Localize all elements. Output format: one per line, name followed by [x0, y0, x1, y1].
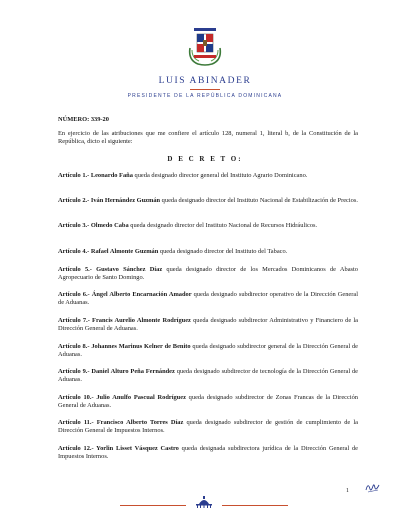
- article-text: queda designado director del Instituto Nacional de Estabilización de Precios.: [160, 197, 358, 204]
- footer-divider-left: [120, 505, 186, 506]
- article-text: queda designado subdirector de Zonas Francas de la Dirección General de Aduanas.: [58, 394, 358, 409]
- article-label: Artículo 11.- Francisco Alberto Torres Díaz: [58, 419, 184, 426]
- article-label: Artículo 6.- Ángel Alberto Encarnación Amador: [58, 291, 192, 298]
- article-3: [58, 222, 358, 230]
- article-label: Artículo 8.- Johannes Marinus Kelner de Benito: [58, 343, 191, 350]
- article-4: [58, 248, 358, 256]
- article-7: [58, 317, 358, 333]
- header-divider: [190, 89, 220, 90]
- article-10: [58, 394, 358, 410]
- article-9: [58, 368, 358, 384]
- header-name: LUIS ABINADER: [158, 76, 252, 86]
- coat-of-arms-icon: [186, 26, 224, 66]
- article-label: Artículo 5.- Gustavo Sánchez Díaz: [58, 266, 163, 273]
- article-text: queda designado subdirector operativo de la Dirección General de Aduanas.: [58, 291, 358, 306]
- article-12: [58, 445, 358, 461]
- article-text: queda designado subdirector Administrativo y Financiero de la Dirección General de Aduanas.: [58, 317, 358, 332]
- decree-number: NÚMERO: 339-20: [58, 116, 109, 123]
- signature-icon: [364, 480, 380, 494]
- article-11: [58, 419, 358, 435]
- article-label: Artículo 7.- Francis Aurelio Almonte Rodríguez: [58, 317, 191, 324]
- article-text: queda designado subdirector de tecnología de la Dirección General de Aduanas.: [58, 368, 358, 383]
- article-label: Artículo 4.- Rafael Almonte Guzmán: [58, 248, 159, 255]
- article-text: queda designado director general del Instituto Agrario Dominicano.: [132, 172, 308, 179]
- page-number: 1: [346, 488, 349, 494]
- article-2: [58, 197, 358, 205]
- article-5: [58, 266, 358, 282]
- article-1: [58, 172, 358, 180]
- article-label: Artículo 2.- Iván Hernández Guzmán: [58, 197, 161, 204]
- article-label: Artículo 10.- Julio Anulfo Pascual Rodríguez: [58, 394, 186, 401]
- intro-paragraph: En ejercicio de las atribuciones que me confiere el artículo 128, numeral 1, literal b, de la Constitución de la República, dicto el siguiente:: [58, 130, 358, 145]
- article-text: queda designada subdirectora jurídica de la Dirección General de Impuestos Internos.: [58, 445, 358, 460]
- header-subtitle: PRESIDENTE DE LA REPÚBLICA DOMINICANA: [127, 93, 283, 99]
- article-text: queda designado director del Instituto del Tabaco.: [158, 248, 288, 255]
- article-label: Artículo 1.- Leonardo Faña: [58, 172, 133, 179]
- article-text: queda designado subdirector de gestión de cumplimiento de la Dirección General de Impuestos Internos.: [58, 419, 358, 434]
- article-text: queda designado director de los Mercados Dominicanos de Abasto Agropecuario de Santo Domingo.: [58, 266, 358, 281]
- palace-emblem-icon: [193, 495, 215, 509]
- footer-divider-right: [222, 505, 288, 506]
- article-label: Artículo 9.- Daniel Alturo Peña Fernández: [58, 368, 175, 375]
- decree-title: D E C R E T O:: [167, 155, 243, 163]
- article-text: queda designado subdirector general de la Dirección General de Aduanas.: [58, 343, 358, 358]
- article-8: [58, 343, 358, 359]
- article-label: Artículo 12.- Yorlin Lisset Vásquez Castro: [58, 445, 179, 452]
- article-text: queda designado director del Instituto Nacional de Recursos Hidráulicos.: [128, 222, 318, 229]
- article-label: Artículo 3.- Olmedo Caba: [58, 222, 129, 229]
- article-6: [58, 291, 358, 307]
